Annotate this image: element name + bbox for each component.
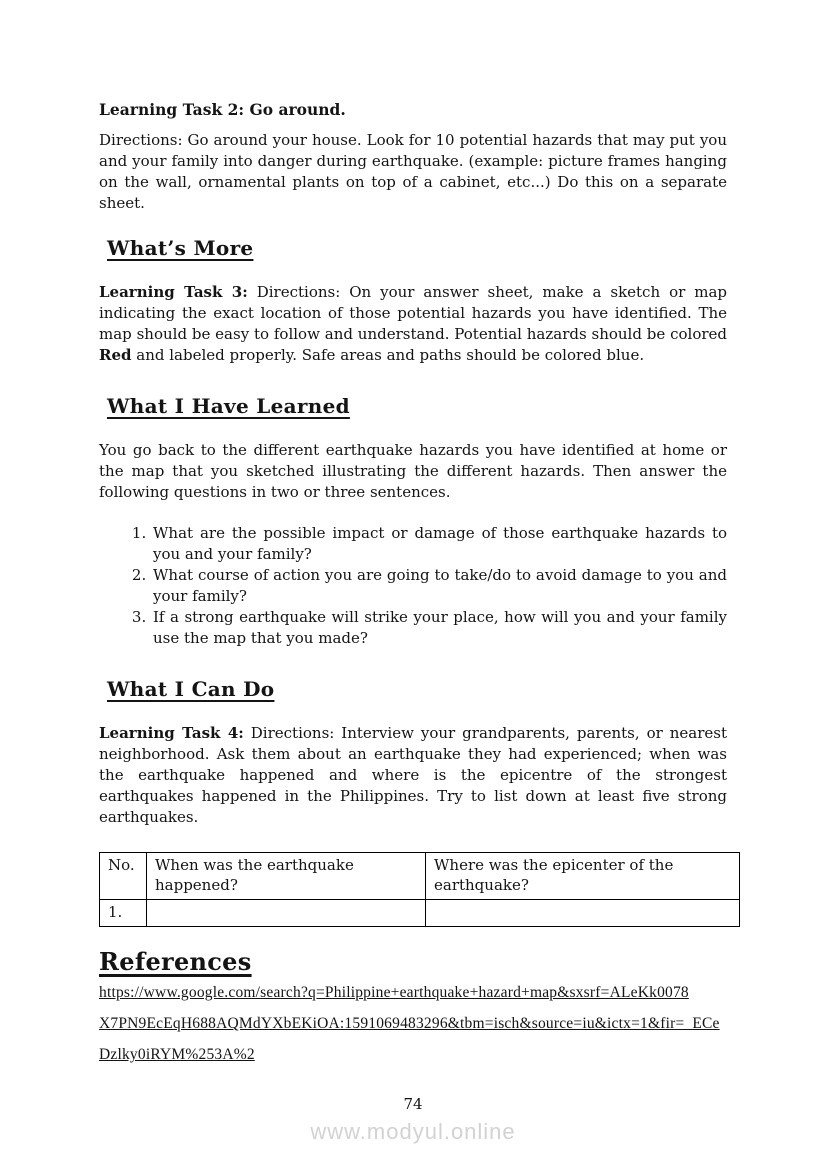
table-row <box>100 900 740 927</box>
reference-link-line-2[interactable]: X7PN9EcEqH688AQMdYXbEKiOA:1591069483296&tbm=isch&source=iu&ictx=1&fir=_ECe <box>99 1015 720 1032</box>
learning-task-2-title: Learning Task 2: Go around. <box>99 100 346 119</box>
question-item-3: 3. If a strong earthquake will strike your place, how will you and your family use the map that you made? <box>151 607 727 649</box>
learning-task-3-text-end: and labeled properly. Safe areas and paths should be colored blue. <box>131 346 645 364</box>
header-cell-no: No. <box>100 853 147 900</box>
references-links <box>99 984 727 1064</box>
row-cell-number: 1. <box>100 900 147 927</box>
question-item-2: 2. What course of action you are going to take/do to avoid damage to you and your family? <box>151 565 727 607</box>
earthquake-interview-table <box>99 852 740 927</box>
learning-task-4-paragraph <box>99 723 727 828</box>
questions-list <box>99 523 727 649</box>
learning-task-4-label: Learning Task 4: <box>99 724 244 742</box>
table-header-row <box>100 853 740 900</box>
question-item-1: 1. What are the possible impact or damage of those earthquake hazards to you and your family? <box>151 523 727 565</box>
learning-task-2-section <box>99 100 727 214</box>
learning-task-3-paragraph <box>99 282 727 366</box>
what-i-can-do-heading: What I Can Do <box>107 677 275 701</box>
what-i-have-learned-paragraph: You go back to the different earthquake hazards you have identified at home or the map that you sketched illustrating the different hazards. Then answer the following questions in two or three sentences. <box>99 441 727 501</box>
red-emphasis: Red <box>99 346 132 364</box>
page-footer <box>0 1095 826 1145</box>
what-i-have-learned-heading: What I Have Learned <box>107 394 350 418</box>
learning-task-4-text: Directions: Interview your grandparents, parents, or nearest neighborhood. Ask them about an earthquake they had experienced; when was the earthquake happened and where is the epicentre of the strongest earthquakes happened in the Philippines. Try to list down at least five strong earthquakes. <box>99 724 728 826</box>
reference-link-line-1[interactable]: https://www.google.com/search?q=Philippine+earthquake+hazard+map&sxsrf=ALeKk0078 <box>99 984 689 1001</box>
row-cell-where <box>426 900 740 927</box>
header-cell-when: When was the earthquake happened? <box>147 853 426 900</box>
reference-link-line-3[interactable]: Dzlky0iRYM%253A%2 <box>99 1046 255 1063</box>
row-cell-when <box>147 900 426 927</box>
whats-more-heading: What’s More <box>107 236 254 260</box>
page-number: 74 <box>403 1095 423 1113</box>
learning-task-3-label: Learning Task 3: <box>99 283 248 301</box>
learning-task-3-text: Directions: On your answer sheet, make a sketch or map indicating the exact location of those potential hazards you have identified. The map should be easy to follow and understand. Potential hazards should be colored <box>99 283 727 343</box>
header-cell-where: Where was the epicenter of the earthquake? <box>426 853 740 900</box>
references-heading: References <box>99 947 252 976</box>
learning-task-2-directions: Directions: Go around your house. Look for 10 potential hazards that may put you and your family into danger during earthquake. (example: picture frames hanging on the wall, ornamental plants on top of a cabinet, etc...) Do this on a separate sheet. <box>99 131 727 212</box>
watermark-text: www.modyul.online <box>310 1119 516 1144</box>
